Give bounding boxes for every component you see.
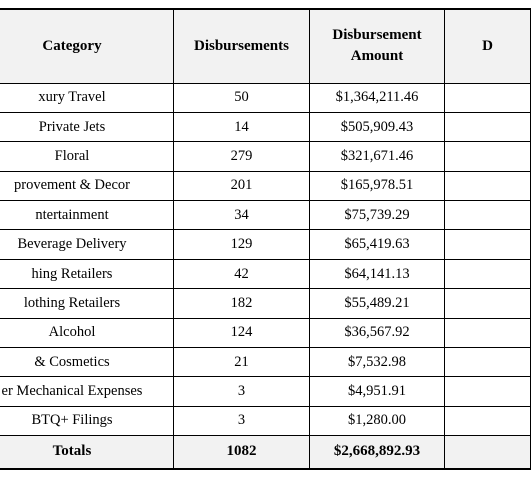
- row-extra: [445, 83, 531, 112]
- row-extra: [445, 318, 531, 347]
- table-header: [0, 9, 531, 83]
- header-amount: [310, 9, 445, 83]
- totals-row: [0, 436, 531, 469]
- row-amount: $36,567.92: [310, 318, 445, 347]
- row-category: Private Jets: [0, 112, 174, 141]
- row-disbursements: 21: [174, 348, 310, 377]
- row-extra: [445, 142, 531, 171]
- header-extra: D: [445, 9, 531, 83]
- row-disbursements: 34: [174, 201, 310, 230]
- header-row: [0, 9, 531, 83]
- row-amount: $4,951.91: [310, 377, 445, 406]
- row-category: Floral: [0, 142, 174, 171]
- totals-label: Totals: [0, 436, 174, 469]
- row-extra: [445, 348, 531, 377]
- row-category: lothing Retailers: [0, 289, 174, 318]
- row-amount: $64,141.13: [310, 259, 445, 288]
- table-row: [0, 201, 531, 230]
- row-amount: $65,419.63: [310, 230, 445, 259]
- row-extra: [445, 377, 531, 406]
- table-body: [0, 83, 531, 436]
- row-extra: [445, 259, 531, 288]
- totals-extra: [445, 436, 531, 469]
- table-footer: [0, 436, 531, 469]
- table-row: [0, 83, 531, 112]
- row-extra: [445, 406, 531, 435]
- disbursement-table: [0, 8, 531, 470]
- row-category: ntertainment: [0, 201, 174, 230]
- row-category: xury Travel: [0, 83, 174, 112]
- row-amount: $1,280.00: [310, 406, 445, 435]
- header-disbursements: Disbursements: [174, 9, 310, 83]
- table-row: [0, 142, 531, 171]
- table-row: [0, 230, 531, 259]
- row-disbursements: 3: [174, 377, 310, 406]
- row-category: BTQ+ Filings: [0, 406, 174, 435]
- row-category: Alcohol: [0, 318, 174, 347]
- row-disbursements: 129: [174, 230, 310, 259]
- row-amount: $1,364,211.46: [310, 83, 445, 112]
- table-row: [0, 289, 531, 318]
- row-disbursements: 50: [174, 83, 310, 112]
- table-row: [0, 348, 531, 377]
- row-disbursements: 42: [174, 259, 310, 288]
- header-amount-line2: Amount: [350, 48, 404, 65]
- row-disbursements: 3: [174, 406, 310, 435]
- table-row: [0, 377, 531, 406]
- row-amount: $505,909.43: [310, 112, 445, 141]
- row-disbursements: 14: [174, 112, 310, 141]
- table-row: [0, 171, 531, 200]
- row-category: Beverage Delivery: [0, 230, 174, 259]
- header-category: Category: [0, 9, 174, 83]
- row-extra: [445, 201, 531, 230]
- row-amount: $321,671.46: [310, 142, 445, 171]
- row-disbursements: 201: [174, 171, 310, 200]
- table-row: [0, 112, 531, 141]
- table-row: [0, 259, 531, 288]
- row-category: provement & Decor: [0, 171, 174, 200]
- row-category: er Mechanical Expenses: [0, 377, 174, 406]
- row-disbursements: 279: [174, 142, 310, 171]
- header-amount-line1: Disbursement: [332, 27, 422, 44]
- row-amount: $165,978.51: [310, 171, 445, 200]
- row-extra: [445, 289, 531, 318]
- totals-disbursements: 1082: [174, 436, 310, 469]
- row-disbursements: 182: [174, 289, 310, 318]
- row-disbursements: 124: [174, 318, 310, 347]
- row-amount: $55,489.21: [310, 289, 445, 318]
- row-extra: [445, 230, 531, 259]
- row-category: & Cosmetics: [0, 348, 174, 377]
- row-amount: $75,739.29: [310, 201, 445, 230]
- row-extra: [445, 112, 531, 141]
- row-extra: [445, 171, 531, 200]
- table-row: [0, 318, 531, 347]
- table-row: [0, 406, 531, 435]
- row-category: hing Retailers: [0, 259, 174, 288]
- row-amount: $7,532.98: [310, 348, 445, 377]
- totals-amount: $2,668,892.93: [310, 436, 445, 469]
